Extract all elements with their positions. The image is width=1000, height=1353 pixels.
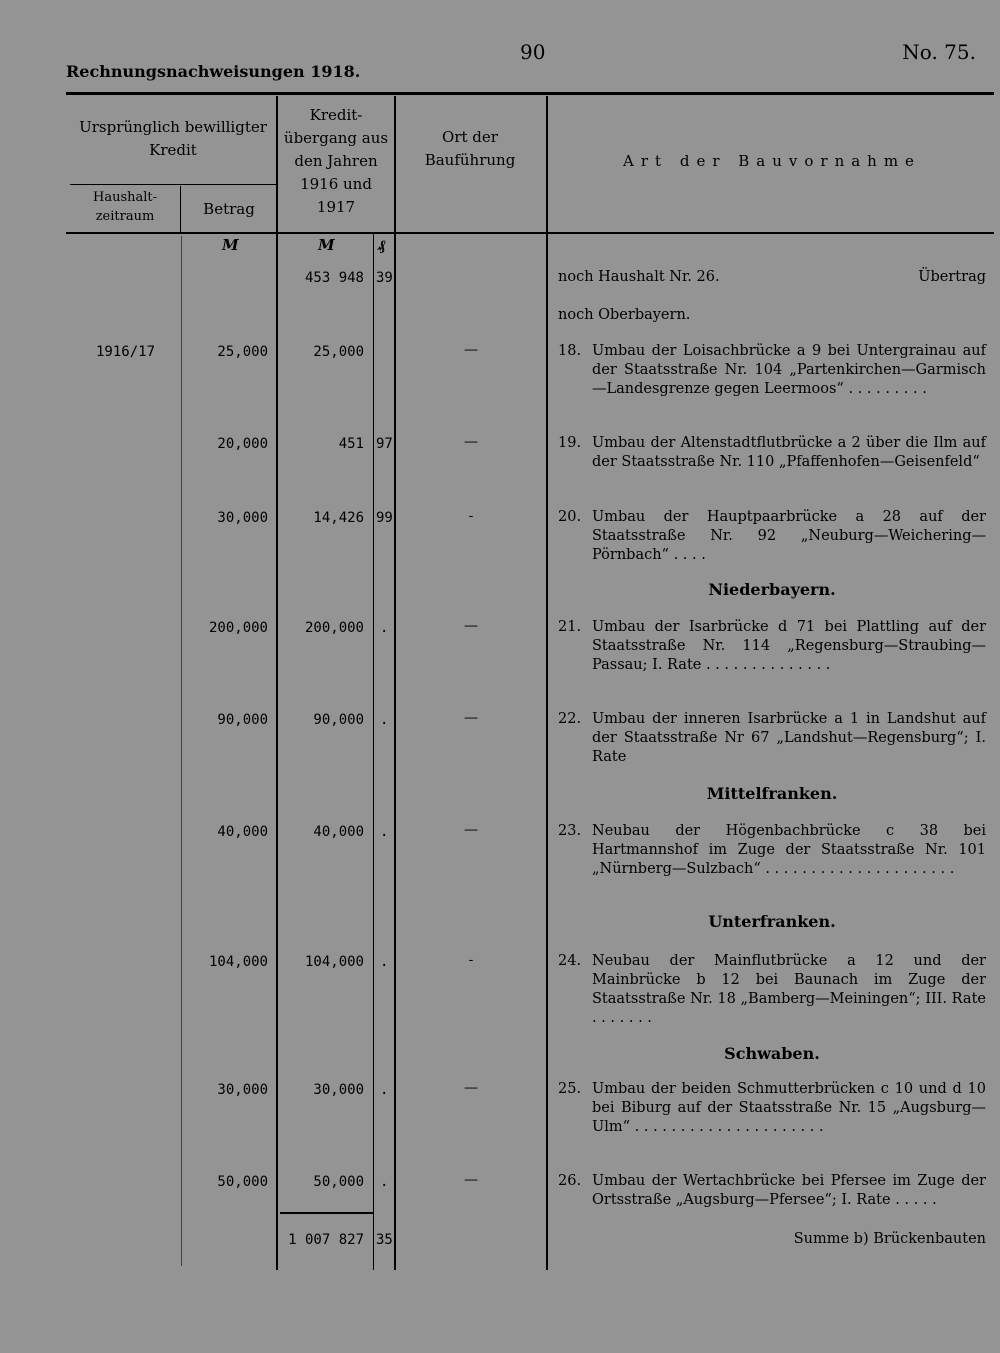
entry-21-pfennig: . [380, 620, 389, 636]
carry-over-right: Übertrag [918, 269, 986, 285]
entry-23-text: Neubau der Högenbachbrücke c 38 bei Hartmannshof im Zuge der Staatsstraße Nr. 101 „Nürnberg—Sulzbach“ . . . . . . . . . . . . . . . . . . . . . [592, 823, 986, 877]
entry-22-amount: 90,000 [217, 712, 268, 728]
period-divider [181, 236, 182, 1266]
entry-23-number: 23. [558, 823, 582, 839]
total-label: Summe b) Brückenbauten [793, 1231, 986, 1247]
entry-21-location: — [464, 618, 478, 634]
region-oberbayern: noch Oberbayern. [558, 307, 691, 323]
header-location: Ort der Bauführung [424, 128, 516, 169]
col-divider-3 [546, 96, 548, 1270]
entry-24-number: 24. [558, 953, 582, 969]
entry-25-pfennig: . [380, 1082, 389, 1098]
entry-26-transfer: 50,000 [313, 1174, 364, 1190]
entry-18-transfer: 25,000 [313, 344, 364, 360]
entry-18-location: — [464, 342, 478, 358]
entry-25 [558, 1080, 986, 1137]
region-mittelfranken: Mittelfranken. [706, 784, 838, 803]
entry-20-pfennig: 99 [376, 510, 393, 526]
entry-24-text: Neubau der Mainflutbrücke a 12 und der Mainbrücke b 12 bei Baunach im Zuge der Staatsstraße Nr. 18 „Bamberg—Meiningen“; III. Rate . . . . . . . [592, 953, 986, 1026]
entry-23-location: — [464, 822, 478, 838]
entry-19-pfennig: 97 [376, 436, 393, 452]
region-niederbayern: Niederbayern. [708, 580, 836, 599]
entry-18 [558, 342, 986, 399]
entry-22-number: 22. [558, 711, 582, 727]
sub-header-rule [70, 184, 276, 185]
entry-21-number: 21. [558, 619, 582, 635]
region-schwaben: Schwaben. [724, 1044, 820, 1063]
header-amount: Betrag [203, 200, 255, 218]
entry-19-location: — [464, 434, 478, 450]
header-rule [66, 92, 994, 95]
header-original-credit: Ursprünglich bewilligter Kredit [79, 118, 267, 159]
entry-24-location: - [468, 952, 474, 968]
carry-over-pfennig: 39 [376, 270, 393, 286]
entry-21 [558, 618, 986, 675]
entry-18-period: 1916/17 [96, 344, 156, 360]
entry-24-transfer: 104,000 [304, 954, 364, 970]
entry-19-text: Umbau der Altenstadtflutbrücke a 2 über die Ilm auf der Staatsstraße Nr. 110 „Pfaffenhofen—Geisenfeld“ [592, 435, 986, 470]
sum-rule [280, 1212, 374, 1214]
entry-25-text: Umbau der beiden Schmutterbrücken c 10 und d 10 bei Biburg auf der Staatsstraße Nr. 15 „Augsburg—Ulm“ . . . . . . . . . . . . . . . . . . . . . [592, 1081, 986, 1135]
entry-23-amount: 40,000 [217, 824, 268, 840]
page-number: 90 [520, 40, 546, 64]
total-pfennig: 35 [376, 1232, 393, 1248]
entry-22-transfer: 90,000 [313, 712, 364, 728]
entry-25-amount: 30,000 [217, 1082, 268, 1098]
entry-20-location: - [468, 508, 474, 524]
entry-23 [558, 822, 986, 879]
unit-pfennig: ₰ [378, 236, 386, 254]
entry-20-transfer: 14,426 [313, 510, 364, 526]
entry-22-text: Umbau der inneren Isarbrücke a 1 in Landshut auf der Staatsstraße Nr 67 „Landshut—Regensburg“; I. Rate [592, 711, 986, 765]
entry-26 [558, 1172, 986, 1210]
col-divider-1 [276, 96, 278, 1270]
column-header-rule [66, 232, 994, 234]
entry-21-amount: 200,000 [208, 620, 268, 636]
entry-19-amount: 20,000 [217, 436, 268, 452]
unit-mark-transfer: M [318, 236, 335, 254]
entry-26-amount: 50,000 [217, 1174, 268, 1190]
header-credit-transfer: Kredit-übergang aus den Jahren 1916 und 1917 [283, 106, 389, 216]
entry-21-text: Umbau der Isarbrücke d 71 bei Plattling auf der Staatsstraße Nr. 114 „Regensburg—Straubing—Passau; I. Rate . . . . . . . . . . . . . . [592, 619, 986, 673]
entry-22-pfennig: . [380, 712, 389, 728]
page-header-left: Rechnungsnachweisungen 1918. [66, 62, 361, 81]
entry-24-pfennig: . [380, 954, 389, 970]
header-type: Art der Bauvornahme [623, 152, 921, 170]
entry-20-text: Umbau der Hauptpaarbrücke a 28 auf der Staatsstraße Nr. 92 „Neuburg—Weichering—Pörnbach“ . . . . [592, 509, 986, 563]
entry-25-location: — [464, 1080, 478, 1096]
document-number: No. 75. [902, 40, 976, 64]
entry-24 [558, 952, 986, 1028]
entry-20-number: 20. [558, 509, 582, 525]
region-unterfranken: Unterfranken. [708, 912, 836, 931]
entry-23-transfer: 40,000 [313, 824, 364, 840]
total-mark: 1 007 827 [288, 1232, 364, 1248]
entry-19 [558, 434, 986, 472]
carry-over-label: noch Haushalt Nr. 26. [558, 269, 720, 285]
carry-over-mark: 453 948 [304, 270, 364, 286]
entry-19-transfer: 451 [338, 436, 364, 452]
entry-22-location: — [464, 710, 478, 726]
entry-25-number: 25. [558, 1081, 582, 1097]
entry-23-pfennig: . [380, 824, 389, 840]
unit-mark-amount: M [222, 236, 239, 254]
entry-26-location: — [464, 1172, 478, 1188]
entry-24-amount: 104,000 [208, 954, 268, 970]
entry-18-amount: 25,000 [217, 344, 268, 360]
entry-26-text: Umbau der Wertachbrücke bei Pfersee im Zuge der Ortsstraße „Augsburg—Pfersee“; I. Rate . . . . . [592, 1173, 986, 1208]
entry-26-number: 26. [558, 1173, 582, 1189]
header-budget-period: Haushalt-zeitraum [92, 190, 158, 224]
col-divider-sub [180, 186, 181, 232]
entry-25-transfer: 30,000 [313, 1082, 364, 1098]
entry-26-pfennig: . [380, 1174, 389, 1190]
entry-18-number: 18. [558, 343, 582, 359]
pfennig-divider [373, 234, 374, 1270]
entry-20-amount: 30,000 [217, 510, 268, 526]
entry-22 [558, 710, 986, 767]
entry-21-transfer: 200,000 [304, 620, 364, 636]
entry-18-text: Umbau der Loisachbrücke a 9 bei Untergrainau auf der Staatsstraße Nr. 104 „Partenkirchen—Garmisch—Landesgrenze gegen Leermoos“ . . . . . . . . . [592, 343, 986, 397]
entry-19-number: 19. [558, 435, 582, 451]
entry-20 [558, 508, 986, 565]
